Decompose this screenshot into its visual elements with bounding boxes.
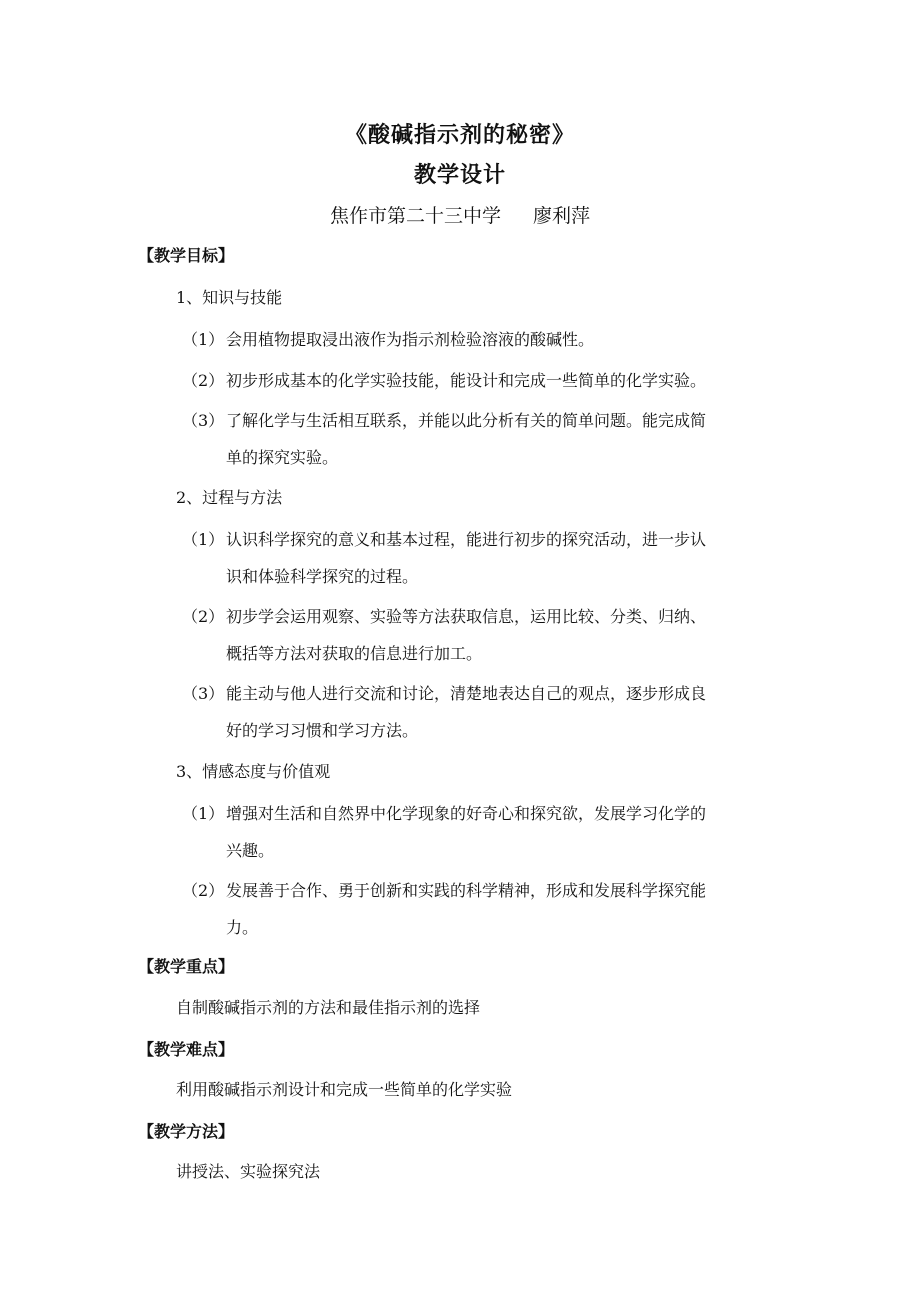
item-text: 增强对生活和自然界中化学现象的好奇心和探究欲，发展学习化学的 — [226, 804, 707, 823]
item-text-continued: 力。 — [226, 918, 259, 937]
subsection-heading-knowledge: 1、知识与技能 — [176, 288, 283, 307]
item-number: （3） — [182, 411, 225, 430]
item-text-continued: 兴趣。 — [226, 841, 275, 860]
section-heading-objectives: 【教学目标】 — [138, 246, 235, 265]
item-number: （1） — [182, 804, 225, 823]
item-number: （1） — [182, 530, 225, 549]
item-number: （1） — [182, 330, 225, 349]
item-text-continued: 识和体验科学探究的过程。 — [226, 567, 419, 586]
list-item — [182, 321, 782, 358]
item-text: 了解化学与生活相互联系，并能以此分析有关的简单问题。能完成简 — [226, 411, 707, 430]
item-text-continued: 好的学习习惯和学习方法。 — [226, 721, 419, 740]
list-item — [182, 795, 782, 869]
subsection-heading-emotion: 3、情感态度与价值观 — [176, 762, 331, 781]
key-points-text: 自制酸碱指示剂的方法和最佳指示剂的选择 — [176, 998, 481, 1017]
section-heading-key-points: 【教学重点】 — [138, 957, 235, 976]
list-item — [182, 872, 782, 946]
item-text: 认识科学探究的意义和基本过程，能进行初步的探究活动，进一步认 — [226, 530, 707, 549]
document-title: 《酸碱指示剂的秘密》 — [344, 122, 575, 148]
list-item — [182, 402, 782, 476]
difficulties-text: 利用酸碱指示剂设计和完成一些简单的化学实验 — [176, 1080, 513, 1099]
item-number: （2） — [182, 881, 225, 900]
item-number: （2） — [182, 607, 225, 626]
item-text: 发展善于合作、勇于创新和实践的科学精神，形成和发展科学探究能 — [226, 881, 707, 900]
list-item — [182, 598, 782, 672]
item-text-continued: 概括等方法对获取的信息进行加工。 — [226, 644, 483, 663]
author-name: 廖利萍 — [533, 205, 591, 227]
item-text: 能主动与他人进行交流和讨论，清楚地表达自己的观点，逐步形成良 — [226, 684, 707, 703]
school-name: 焦作市第二十三中学 — [329, 205, 501, 227]
list-item — [182, 675, 782, 749]
list-item — [182, 521, 782, 595]
section-heading-methods: 【教学方法】 — [138, 1122, 235, 1141]
item-number: （3） — [182, 684, 225, 703]
item-text: 初步学会运用观察、实验等方法获取信息，运用比较、分类、归纳、 — [226, 607, 707, 626]
item-text-continued: 单的探究实验。 — [226, 448, 339, 467]
author-line — [0, 201, 920, 228]
item-number: （2） — [182, 371, 225, 390]
list-item — [182, 362, 782, 399]
subsection-heading-process: 2、过程与方法 — [176, 488, 283, 507]
item-text: 初步形成基本的化学实验技能，能设计和完成一些简单的化学实验。 — [226, 371, 707, 390]
methods-text: 讲授法、实验探究法 — [176, 1162, 321, 1181]
document-subtitle: 教学设计 — [413, 162, 506, 188]
item-text: 会用植物提取浸出液作为指示剂检验溶液的酸碱性。 — [226, 330, 595, 349]
section-heading-difficulties: 【教学难点】 — [138, 1040, 235, 1059]
